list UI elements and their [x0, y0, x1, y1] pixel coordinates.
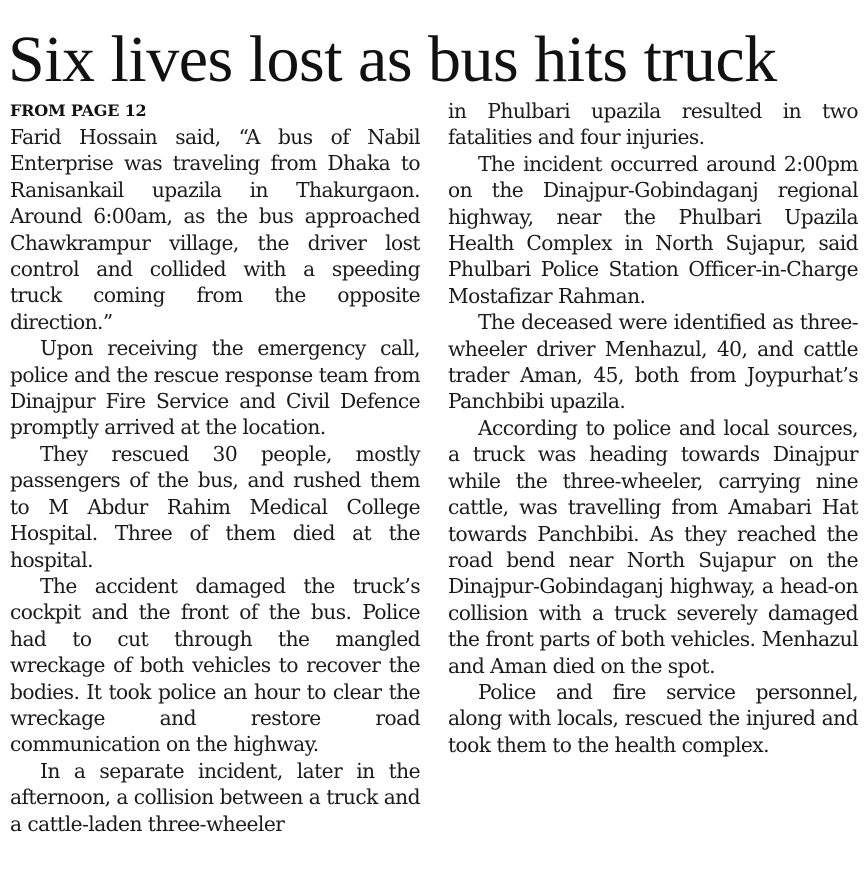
article-paragraph: Police and fire service personnel, along with locals, rescued the injured and took them to the health complex. — [448, 679, 858, 757]
article-paragraph: In a separate incident, later in the afternoon, a collision between a truck and a cattle-laden three-wheeler — [10, 758, 420, 836]
article-column-left — [10, 98, 420, 837]
article-paragraph: in Phulbari upazila resulted in two fatalities and four injuries. — [448, 99, 858, 150]
article-paragraph: The incident occurred around 2:00pm on the Dinajpur-Gobindaganj regional highway, near the Phulbari Upazila Health Complex in North Sujapur, said Phulbari Police Station Officer-in-Charge Mostafizar Rahman. — [448, 151, 858, 308]
article-paragraph: They rescued 30 people, mostly passengers of the bus, and rushed them to M Abdur Rahim Medical College Hospital. Three of them died at the hospital. — [10, 441, 420, 572]
article-paragraph: According to police and local sources, a truck was heading towards Dinajpur while the three-wheeler, carrying nine cattle, was travelling from Amabari Hat towards Panchbibi. As they reached the road bend near North Sujapur on the Dinajpur-Gobindaganj highway, a head-on collision with a truck severely damaged the front parts of both vehicles. Menhazul and Aman died on the spot. — [448, 415, 858, 678]
article-headline: Six lives lost as bus hits truck — [8, 23, 777, 96]
article-column-right — [448, 98, 858, 758]
article-paragraph: Farid Hossain said, “A bus of Nabil Enterprise was traveling from Dhaka to Ranisankail upazila in Thakurgaon. Around 6:00am, as the bus approached Chawkrampur village, the driver lost control and collided with a speeding truck coming from the opposite direction.” — [10, 125, 420, 334]
article-paragraph: Upon receiving the emergency call, police and the rescue response team from Dinajpur Fire Service and Civil Defence promptly arrived at the location. — [10, 336, 420, 440]
continuation-kicker: FROM PAGE 12 — [10, 101, 147, 120]
article-paragraph: The deceased were identified as three-wheeler driver Menhazul, 40, and cattle trader Aman, 45, both from Joypurhat’s Panchbibi upazila. — [448, 310, 858, 414]
article-paragraph: The accident damaged the truck’s cockpit and the front of the bus. Police had to cut through the mangled wreckage of both vehicles to recover the bodies. It took police an hour to clear the wreckage and restore road communication on the highway. — [10, 573, 420, 757]
